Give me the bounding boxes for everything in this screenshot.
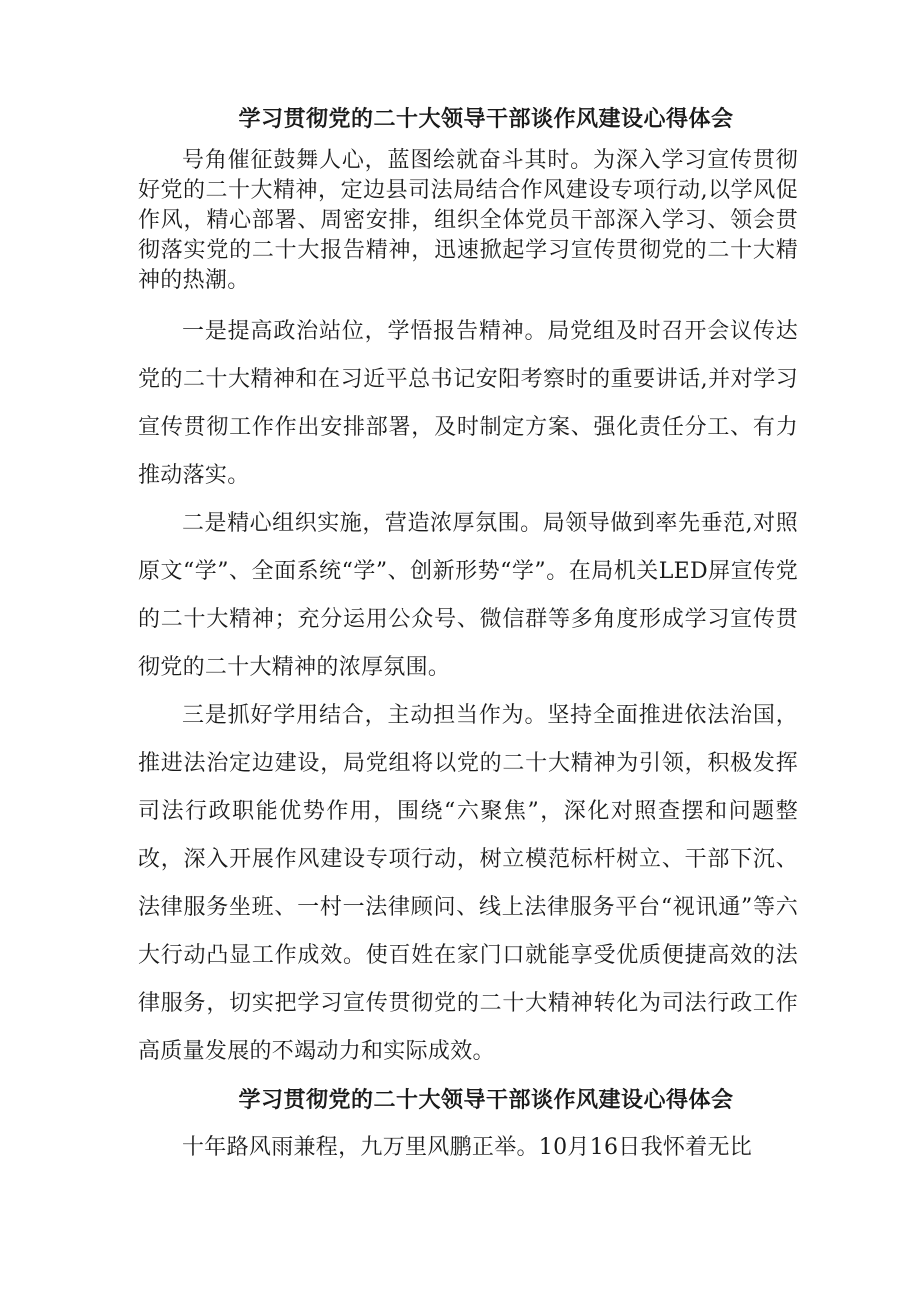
intro-paragraph: 号角催征鼓舞人心，蓝图绘就奋斗其时。为深入学习宣传贯彻好党的二十大精神，定边县司法局结合作风建设专项行动,以学风促作风，精心部署、周密安排，组织全体党员干部深入学习、领会贯彻落实党的二十大报告精神，迅速掀起学习宣传贯彻党的二十大精神的热潮。 — [138, 148, 798, 293]
second-document-title: 学习贯彻党的二十大领导干部谈作风建设心得体会 — [238, 1087, 734, 1113]
document-page — [138, 96, 798, 1172]
section-three-paragraph: 三是抓好学用结合，主动担当作为。坚持全面推进依法治国，推进法治定边建设，局党组将以党的二十大精神为引领，积极发挥司法行政职能优势作用，围绕“六聚焦”，深化对照查摆和问题整改，深入开展作风建设专项行动，树立模范标杆树立、干部下沉、法律服务坐班、一村一法律顾问、线上法律服务平台“视讯通”等六大行动凸显工作成效。使百姓在家门口就能享受优质便捷高效的法律服务，切实把学习宣传贯彻党的二十大精神转化为司法行政工作高质量发展的不竭动力和实际成效。 — [138, 703, 798, 1064]
second-intro-paragraph: 十年路风雨兼程，九万里风鹏正举。10月16日我怀着无比 — [182, 1135, 753, 1160]
document-title: 学习贯彻党的二十大领导干部谈作风建设心得体会 — [238, 106, 734, 132]
section-two-paragraph: 二是精心组织实施，营造浓厚氛围。局领导做到率先垂范,对照原文“学”、全面系统“学”、创新形势“学”。在局机关LED屏宣传党的二十大精神；充分运用公众号、微信群等多角度形成学习宣传贯彻党的二十大精神的浓厚氛围。 — [138, 511, 798, 680]
section-one-paragraph: 一是提高政治站位，学悟报告精神。局党组及时召开会议传达党的二十大精神和在习近平总书记安阳考察时的重要讲话,并对学习宣传贯彻工作作出安排部署，及时制定方案、强化责任分工、有力推动落实。 — [138, 319, 798, 488]
